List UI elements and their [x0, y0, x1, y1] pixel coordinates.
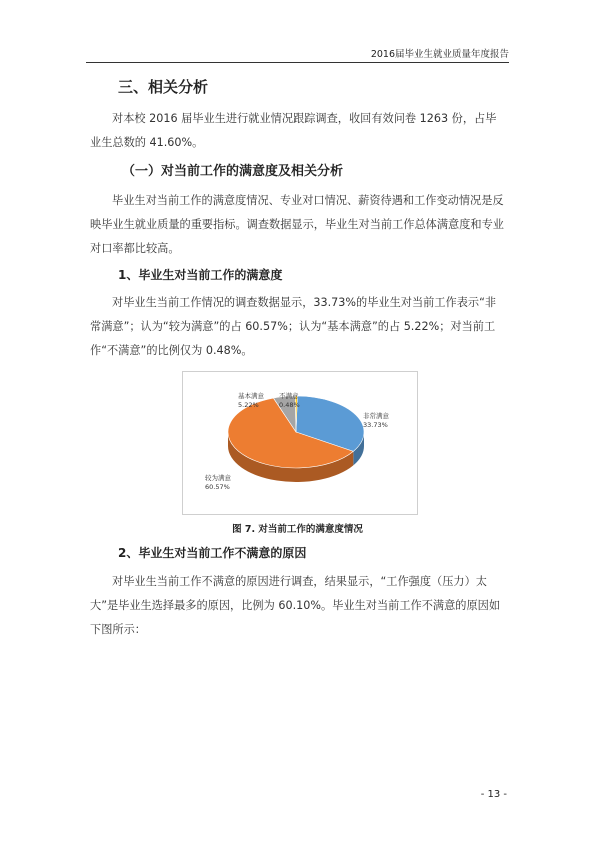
item2-paragraph: 对毕业生当前工作不满意的原因进行调查，结果显示，“工作强度（压力）太大”是毕业生选择最多的原因，比例为 60.10%。毕业生对当前工作不满意的原因如下图所示： [90, 575, 501, 636]
item2-title: 2、毕业生对当前工作不满意的原因 [118, 546, 307, 560]
pie-label-value: 0.48% [279, 401, 300, 409]
page-number: - 13 - [480, 789, 507, 800]
item1-title: 1、毕业生对当前工作的满意度 [118, 268, 283, 282]
item1-paragraph: 对毕业生当前工作情况的调查数据显示，33.73%的毕业生对当前工作表示“非常满意”；认为“较为满意”的占 60.57%；认为“基本满意”的占 5.22%；对当前工作“不满意”的比例仅为 0.48%。 [90, 296, 497, 357]
header-title: 2016届毕业生就业质量年度报告 [370, 49, 509, 60]
pie-label-name: 基本满意 [238, 392, 264, 400]
figure-caption: 图 7. 对当前工作的满意度情况 [232, 524, 363, 535]
page-header [86, 44, 509, 63]
section-title: 三、相关分析 [118, 78, 209, 96]
pie-chart-svg [183, 372, 417, 514]
subsection-title: （一）对当前工作的满意度及相关分析 [122, 164, 344, 179]
pie-label-name: 非常满意 [363, 412, 389, 420]
satisfaction-pie-chart [182, 371, 418, 515]
intro-paragraph: 对本校 2016 届毕业生进行就业情况跟踪调查，收回有效问卷 1263 份，占毕业生总数的 41.60%。 [90, 112, 497, 149]
pie-label-name: 不满意 [279, 392, 299, 400]
pie-label-name: 较为满意 [205, 474, 231, 482]
subsection-paragraph: 毕业生对当前工作的满意度情况、专业对口情况、薪资待遇和工作变动情况是反映毕业生就业质量的重要指标。调查数据显示，毕业生对当前工作总体满意度和专业对口率都比较高。 [90, 194, 504, 255]
pie-label-value: 33.73% [363, 421, 388, 429]
pie-label-value: 5.22% [238, 401, 259, 409]
pie-label-value: 60.57% [205, 483, 230, 491]
